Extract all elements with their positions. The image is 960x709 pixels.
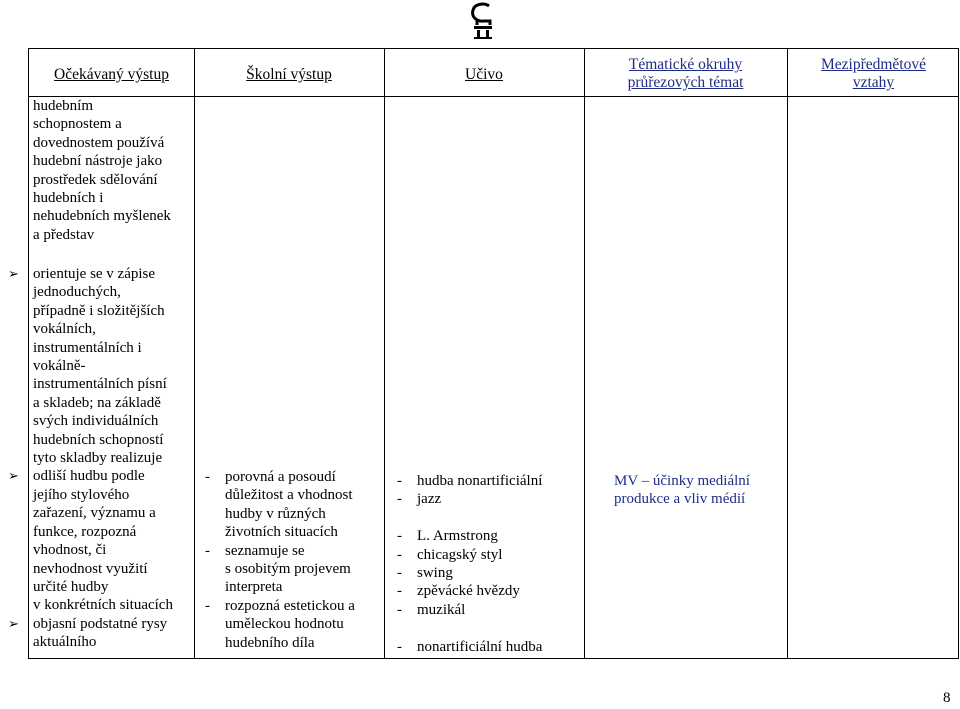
school-logo-icon bbox=[469, 2, 495, 40]
dash-marker: - bbox=[205, 542, 210, 559]
text-line: nehudebních myšlenek bbox=[33, 208, 171, 225]
text-line: uměleckou hodnotu bbox=[225, 616, 344, 633]
text-line: nevhodnost využití bbox=[33, 560, 148, 577]
header-expected-outcome: Očekávaný výstup bbox=[54, 66, 169, 83]
content-item bbox=[397, 527, 577, 545]
dash-marker: - bbox=[397, 583, 402, 600]
text-line: hudebních schopností bbox=[33, 431, 164, 448]
text-line: a skladeb; na základě bbox=[33, 394, 161, 411]
column-divider bbox=[584, 49, 585, 658]
dash-marker: - bbox=[397, 546, 402, 563]
text-line: v konkrétních situacích bbox=[33, 597, 173, 614]
text-line: L. Armstrong bbox=[417, 528, 498, 545]
text-line: objasní podstatné rysy bbox=[33, 615, 168, 632]
text-line: zařazení, významu a bbox=[33, 505, 156, 522]
text-line: swing bbox=[417, 565, 453, 582]
text-line: schopnostem a bbox=[33, 116, 122, 133]
content-item bbox=[397, 472, 577, 490]
school-logo bbox=[469, 2, 495, 40]
page-number: 8 bbox=[943, 690, 951, 706]
dash-marker: - bbox=[397, 565, 402, 582]
text-line: rozpozná estetickou a bbox=[225, 597, 355, 614]
content-list bbox=[397, 472, 577, 656]
text-line: produkce a vliv médií bbox=[614, 491, 746, 508]
header-crosscutting-topics bbox=[584, 56, 787, 92]
arrow-bullet-icon: ➢ bbox=[8, 468, 19, 484]
text-line: chicagský styl bbox=[417, 546, 503, 563]
header-topics-line2: průřezových témat bbox=[627, 74, 744, 91]
content-spacer bbox=[397, 509, 577, 527]
text-line: funkce, rozpozná bbox=[33, 523, 137, 540]
text-line: hudba nonartificiální bbox=[417, 473, 543, 489]
text-line: orientuje se v zápise bbox=[33, 266, 156, 282]
content-item bbox=[397, 638, 577, 656]
text-line: instrumentálních písní bbox=[33, 376, 167, 393]
header-interdisciplinary-line2: vztahy bbox=[852, 74, 895, 91]
content-item bbox=[397, 582, 577, 600]
dash-marker: - bbox=[397, 528, 402, 545]
dash-marker: - bbox=[397, 491, 402, 508]
text-line: hudebního díla bbox=[225, 634, 315, 651]
outcome-bullets bbox=[8, 265, 173, 652]
text-line: porovná a posoudí bbox=[225, 469, 336, 485]
text-line: případně i složitějších bbox=[33, 302, 165, 319]
text-line: hudby v různých bbox=[225, 505, 326, 522]
text-line: a představ bbox=[33, 226, 95, 243]
text-line: s osobitým projevem bbox=[225, 561, 351, 578]
dash-marker: - bbox=[397, 601, 402, 618]
header-interdisciplinary-line1: Mezipředmětové bbox=[820, 56, 926, 73]
text-line: jejího stylového bbox=[33, 486, 130, 503]
outcome-continuation bbox=[33, 97, 171, 244]
text-line: určité hudby bbox=[33, 578, 109, 595]
text-line: svých individuálních bbox=[33, 413, 159, 430]
text-line: nonartificiální hudba bbox=[417, 638, 543, 655]
content-item bbox=[397, 564, 577, 582]
content-item bbox=[397, 601, 577, 619]
header-topics-line1: Tématické okruhy bbox=[628, 56, 743, 73]
content-item bbox=[397, 490, 577, 508]
outcome-bullet-1 bbox=[8, 265, 173, 467]
header-content: Učivo bbox=[465, 66, 503, 83]
text-line: vokálních, bbox=[33, 321, 96, 338]
text-line: tyto skladby realizuje bbox=[33, 450, 163, 467]
text-line: MV – účinky mediální bbox=[614, 473, 750, 489]
text-line: dovednostem používá bbox=[33, 134, 165, 151]
text-line: hudebním bbox=[33, 98, 93, 114]
text-line: jednoduchých, bbox=[33, 284, 121, 301]
arrow-bullet-icon: ➢ bbox=[8, 615, 19, 631]
school-outcomes bbox=[205, 468, 385, 652]
text-line: odliší hudbu podle bbox=[33, 468, 145, 485]
dash-marker: - bbox=[397, 638, 402, 655]
column-divider bbox=[194, 49, 195, 658]
text-line: důležitost a vhodnost bbox=[225, 487, 353, 504]
text-line: seznamuje se bbox=[225, 542, 305, 559]
header-interdisciplinary bbox=[787, 56, 960, 92]
dash-marker: - bbox=[205, 597, 210, 614]
text-line: aktuálního bbox=[33, 634, 97, 651]
content-spacer bbox=[397, 619, 577, 637]
text-line: vokálně- bbox=[33, 358, 86, 375]
crosscutting-topic bbox=[614, 472, 750, 509]
text-line: vhodnost, či bbox=[33, 542, 107, 559]
dash-marker: - bbox=[205, 469, 210, 485]
school-outcome-item bbox=[205, 597, 385, 652]
dash-marker: - bbox=[397, 473, 402, 489]
outcome-bullet-2 bbox=[8, 467, 173, 614]
text-line: hudebních i bbox=[33, 190, 104, 207]
header-school-outcome: Školní výstup bbox=[246, 66, 332, 83]
text-line: jazz bbox=[417, 491, 442, 508]
text-line: muzikál bbox=[417, 601, 466, 618]
school-outcome-item bbox=[205, 542, 385, 597]
arrow-bullet-icon: ➢ bbox=[8, 266, 19, 281]
text-line: zpěvácké hvězdy bbox=[417, 583, 520, 600]
text-line: prostředek sdělování bbox=[33, 171, 158, 188]
school-outcome-item bbox=[205, 468, 385, 542]
text-line: životních situacích bbox=[225, 524, 338, 541]
text-line: interpreta bbox=[225, 579, 283, 596]
text-line: instrumentálních i bbox=[33, 339, 142, 356]
content-item bbox=[397, 546, 577, 564]
text-line: hudební nástroje jako bbox=[33, 153, 163, 170]
outcome-bullet-3 bbox=[8, 615, 173, 652]
column-divider bbox=[787, 49, 788, 658]
